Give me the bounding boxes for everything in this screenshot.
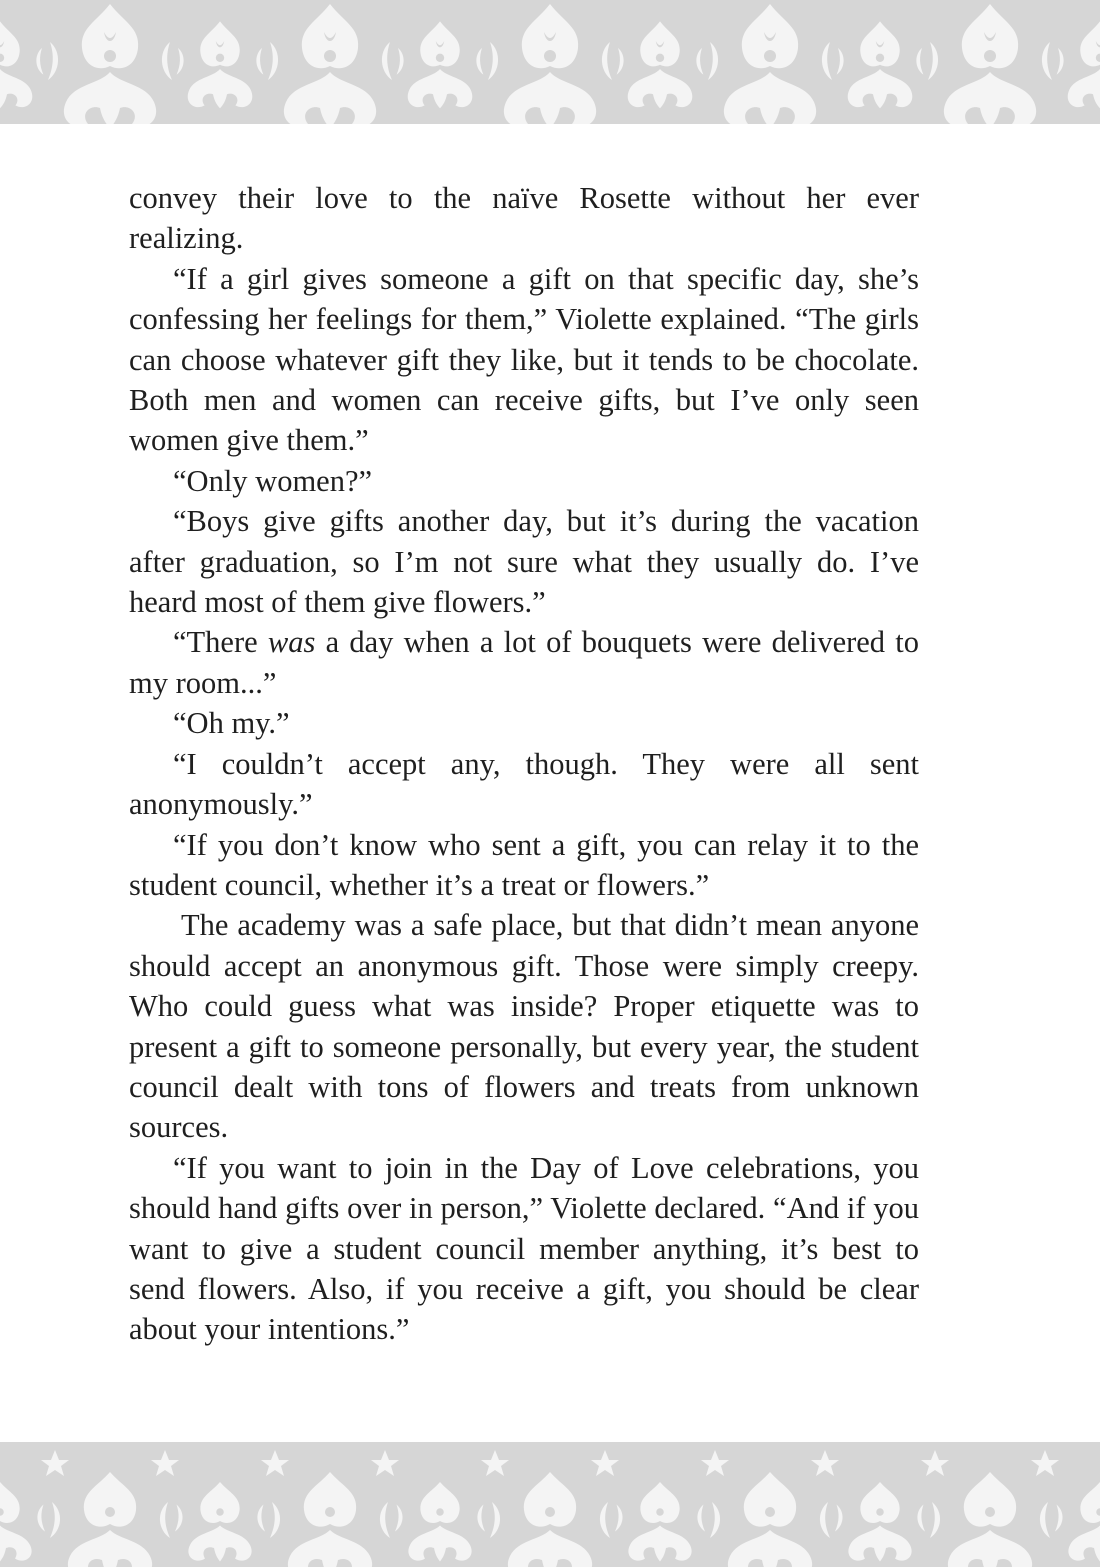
paragraph: convey their love to the naïve Rosette without her ever realizing. [129, 181, 919, 256]
paragraph: “Only women?” [173, 463, 373, 498]
damask-pattern-icon [0, 0, 1100, 124]
damask-star-pattern-icon [0, 1442, 1100, 1567]
paragraph: The academy was a safe place, but that didn’t mean anyone should accept an anonymous gift. Those were simply creepy. Who could guess what was inside? Proper etiquette was to present a gift to someone personally, but every year, the student council dealt with tons of flowers and treats from unknown sources. [129, 908, 919, 1145]
paragraph-text: “There [173, 625, 268, 660]
paragraph: “If you want to join in the Day of Love celebrations, you should hand gifts over in person,” Violette declared. “And if you want to give a student council member anything, it’s best to send flowers. Also, if you receive a gift, you should be clear about your intentions.” [129, 1150, 919, 1347]
paragraph [129, 622, 919, 703]
paragraph-text: a day when a lot of bouquets were delivered to my room...” [129, 625, 920, 700]
paragraph: “If a girl gives someone a gift on that specific day, she’s confessing her feelings for them,” Violette explained. “The girls can choose whatever gift they like, but it tends to be chocolate. Both men and women can receive gifts, but I’ve only seen women give them.” [129, 261, 919, 458]
book-page-text [129, 178, 919, 1350]
paragraph: “Boys give gifts another day, but it’s during the vacation after graduation, so I’m not sure what they usually do. I’ve heard most of them give flowers.” [129, 504, 919, 620]
top-damask-border [0, 0, 1100, 124]
paragraph: “If you don’t know who sent a gift, you can relay it to the student council, whether it’s a treat or flowers.” [129, 827, 919, 902]
paragraph: “Oh my.” [173, 706, 290, 741]
paragraph: “I couldn’t accept any, though. They were all sent anonymously.” [129, 746, 919, 822]
bottom-damask-border [0, 1442, 1100, 1567]
emphasized-word: was [267, 625, 316, 660]
